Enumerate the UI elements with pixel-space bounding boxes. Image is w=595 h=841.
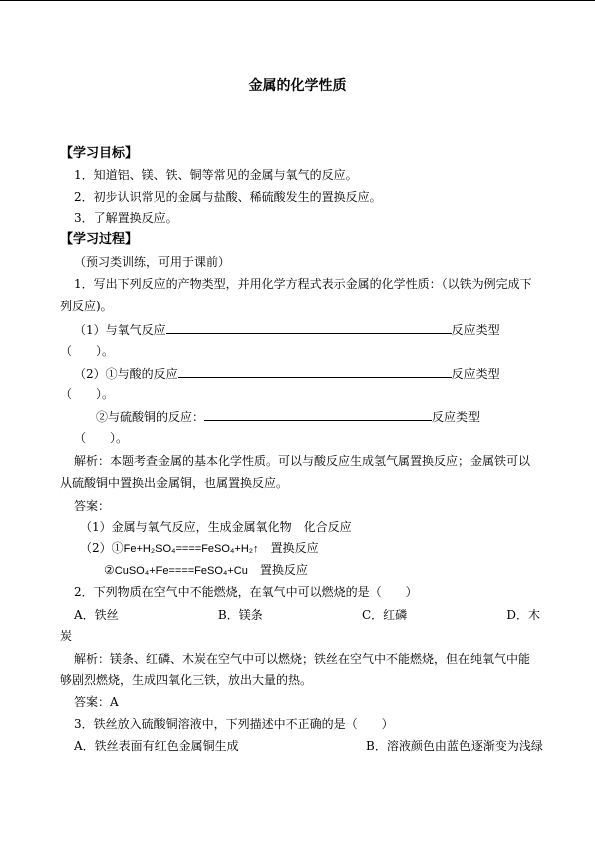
q1-part3-answer-blank[interactable]: [204, 409, 432, 421]
q1-analysis-line2: 从硫酸铜中置换出金属铜，也属置换反应。: [60, 476, 289, 490]
q1-stem-line2: 列反应)。: [60, 299, 113, 313]
q2-option-a: A．铁丝: [74, 608, 119, 622]
q1-answer-2: [80, 541, 319, 556]
q1-stem-line1: 1．写出下列反应的产物类型，并用化学方程式表示金属的化学性质：（以铁为例完成下: [74, 277, 532, 291]
q1-part2-label: （2）①与酸的反应: [74, 367, 178, 381]
q1-part3-label: ②与硫酸铜的反应：: [96, 410, 205, 424]
q1-part1-answer-blank[interactable]: [166, 322, 452, 334]
q2-answer: 答案：A: [74, 695, 119, 709]
q1-answer-label: 答案：: [74, 499, 111, 513]
q1-part1-reaction-type: 反应类型: [451, 323, 500, 337]
q1-part1: [74, 322, 500, 337]
q3-option-b: B．溶液颜色由蓝色逐渐变为浅绿: [366, 739, 543, 753]
page-title: 金属的化学性质: [248, 78, 347, 94]
objective-item-2: 2．初步认识常见的金属与盐酸、稀硫酸发生的置换反应。: [74, 190, 382, 204]
objectives-heading: 【学习目标】: [60, 146, 139, 161]
top-border-line: [0, 0, 595, 1]
q2-stem: 2．下列物质在空气中不能燃烧，在氧气中可以燃烧的是（ ）: [74, 585, 418, 599]
q1-answer-3: [104, 563, 308, 578]
q1-part2-answer-blank[interactable]: [178, 366, 452, 378]
q2-options: [74, 608, 540, 622]
q1-part2: [74, 366, 500, 381]
q3-option-a: A．铁丝表面有红色金属铜生成: [74, 739, 239, 753]
q2-option-d-wrap: 炭: [60, 629, 73, 643]
q1-answer-3-equation: CuSO₄+Fe====FeSO₄+Cu: [114, 565, 248, 577]
process-heading: 【学习过程】: [60, 232, 139, 247]
q2-analysis-line2: 够剧烈燃烧，生成四氧化三铁，放出大量的热。: [60, 673, 313, 687]
q1-part2-reaction-type: 反应类型: [451, 367, 500, 381]
q2-analysis-line1: 解析：镁条、红磷、木炭在空气中可以燃烧；铁丝在空气中不能燃烧，但在纯氧气中能: [74, 652, 531, 666]
objective-item-3: 3．了解置换反应。: [74, 211, 178, 225]
q1-part1-label: （1）与氧气反应: [74, 323, 166, 337]
q1-answer-3-type: 置换反应: [259, 563, 308, 577]
q1-part3-reaction-type: 反应类型: [432, 410, 481, 424]
q1-analysis-line1: 解析：本题考查金属的基本化学性质。可以与酸反应生成氢气属置换反应；金属铁可以: [74, 454, 531, 468]
objective-item-1: 1．知道铝、镁、铁、铜等常见的金属与氧气的反应。: [74, 168, 358, 182]
q1-answer-1: （1）金属与氧气反应，生成金属氧化物 化合反应: [80, 520, 352, 534]
q1-answer-2-prefix: （2）①: [80, 541, 124, 555]
q2-option-d: D．木: [506, 608, 540, 622]
q1-answer-2-type: 置换反应: [270, 541, 319, 555]
q1-answer-3-prefix: ②: [104, 563, 115, 577]
process-note: （预习类训练，可用于课前）: [74, 255, 231, 269]
q1-part3-paren: （ ）。: [74, 431, 129, 445]
q2-option-c: C．红磷: [361, 608, 408, 622]
q1-answer-2-equation: Fe+H₂SO₄====FeSO₄+H₂↑: [123, 543, 259, 555]
q1-part2-paren: （ ）。: [60, 387, 115, 401]
q1-part3: [96, 409, 480, 424]
q2-option-b: B．镁条: [217, 608, 263, 622]
q3-stem: 3．铁丝放入硫酸铜溶液中，下列描述中不正确的是（ ）: [74, 717, 394, 731]
q1-part1-paren: （ ）。: [60, 344, 115, 358]
